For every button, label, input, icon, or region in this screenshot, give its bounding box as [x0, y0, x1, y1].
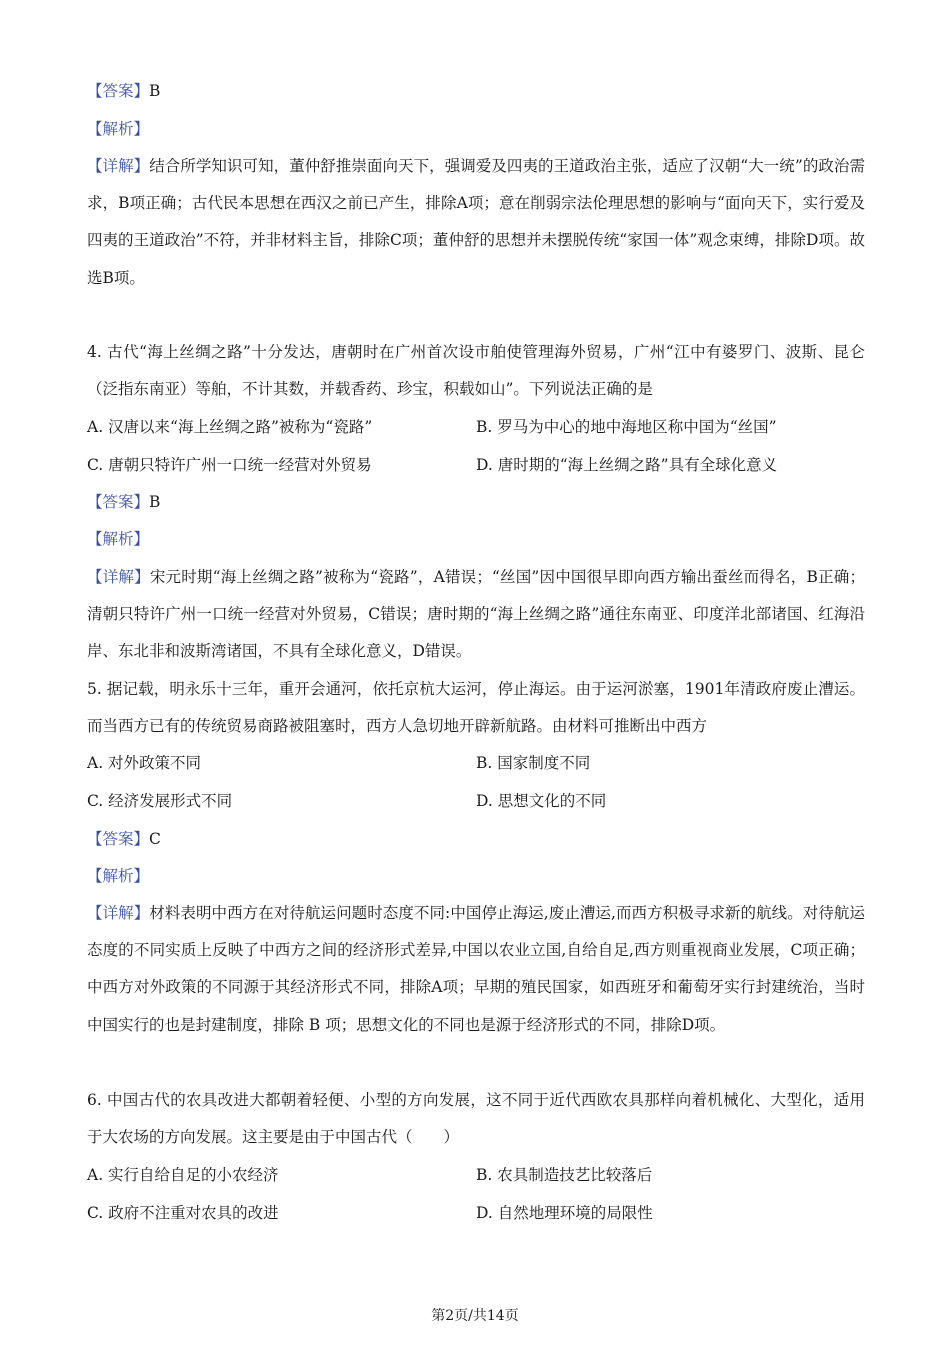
detail-tag: 【详解】 [87, 157, 150, 175]
detail-tag: 【详解】 [87, 568, 150, 586]
option-a-q5: A. 对外政策不同 [87, 754, 202, 772]
detail-text: 宋元时期“海上丝绸之路”被称为“瓷路”，A错误；“丝国”因中国很早即向西方输出蚕丝而得名，B正确；清朝只特许广州一口统一经营对外贸易，C错误；唐时期的“海上丝绸之路”通往东南亚、印度洋北部诸国、红海沿岸、东北非和波斯湾诸国，不具有全球化意义，D错误。 [87, 568, 865, 661]
analysis-tag: 【解析】 [87, 530, 150, 548]
answer-value: B [149, 82, 161, 100]
detail-paragraph-q4 [87, 559, 865, 671]
detail-paragraph-q5 [87, 895, 865, 1044]
analysis-tag: 【解析】 [87, 867, 150, 885]
detail-text: 结合所学知识可知，董仲舒推崇面向天下，强调爱及四夷的王道政治主张，适应了汉朝“大一统”的政治需求，B项正确；古代民本思想在西汉之前已产生，排除A项；意在削弱宗法伦理思想的影响与“面向天下，实行爱及四夷的王道政治”不符，并非材料主旨，排除C项；董仲舒的思想并未摆脱传统“家国一体”观念束缚，排除D项。故选B项。 [87, 157, 865, 287]
option-d-q6: D. 自然地理环境的局限性 [476, 1204, 653, 1222]
question-stem-q5: 5. 据记载，明永乐十三年，重开会通河，依托京杭大运河，停止海运。由于运河淤塞，1901年清政府废止漕运。而当西方已有的传统贸易商路被阻塞时，西方人急切地开辟新航路。由材料可推断出中西方 [87, 680, 865, 736]
analysis-tag: 【解析】 [87, 120, 150, 138]
detail-paragraph-q3 [87, 148, 865, 297]
answer-value: B [149, 493, 161, 511]
answer-value: C [149, 830, 161, 848]
option-d-q4: D. 唐时期的“海上丝绸之路”具有全球化意义 [476, 456, 778, 474]
answer-line-q3 [87, 80, 160, 102]
option-b-q6: B. 农具制造技艺比较落后 [476, 1166, 653, 1184]
option-c-q4: C. 唐朝只特许广州一口统一经营对外贸易 [87, 456, 372, 474]
question-stem-q6: 6. 中国古代的农具改进大都朝着轻便、小型的方向发展，这不同于近代西欧农具那样向着机械化、大型化，适用于大农场的方向发展。这主要是由于中国古代（ ） [87, 1091, 865, 1147]
option-a-q6: A. 实行自给自足的小农经济 [87, 1166, 279, 1184]
option-b-q5: B. 国家制度不同 [476, 754, 591, 772]
answer-tag: 【答案】 [87, 82, 150, 100]
detail-text: 材料表明中西方在对待航运问题时态度不同:中国停止海运,废止漕运,而西方积极寻求新的航线。对待航运态度的不同实质上反映了中西方之间的经济形式差异,中国以农业立国,自给自足,西方则重视商业发展，C项正确；中西方对外政策的不同源于其经济形式不同，排除A项；早期的殖民国家，如西班牙和葡萄牙实行封建统治，当时中国实行的也是封建制度，排除 B 项；思想文化的不同也是源于经济形式的不同，排除D项。 [87, 904, 865, 1034]
page-number: 第2页/共14页 [431, 1308, 519, 1324]
option-c-q6: C. 政府不注重对农具的改进 [87, 1204, 279, 1222]
option-c-q5: C. 经济发展形式不同 [87, 792, 233, 810]
answer-tag: 【答案】 [87, 493, 150, 511]
option-b-q4: B. 罗马为中心的地中海地区称中国为“丝国” [476, 418, 777, 436]
option-d-q5: D. 思想文化的不同 [476, 792, 607, 810]
detail-tag: 【详解】 [87, 904, 150, 922]
option-a-q4: A. 汉唐以来“海上丝绸之路”被称为“瓷路” [87, 418, 373, 436]
question-stem-q4: 4. 古代“海上丝绸之路”十分发达，唐朝时在广州首次设市舶使管理海外贸易，广州“江中有婆罗门、波斯、昆仑（泛指东南亚）等舶，不计其数，并载香药、珍宝，积载如山”。下列说法正确的是 [87, 343, 865, 399]
answer-line-q4 [87, 491, 160, 513]
answer-line-q5 [87, 828, 161, 850]
answer-tag: 【答案】 [87, 830, 150, 848]
